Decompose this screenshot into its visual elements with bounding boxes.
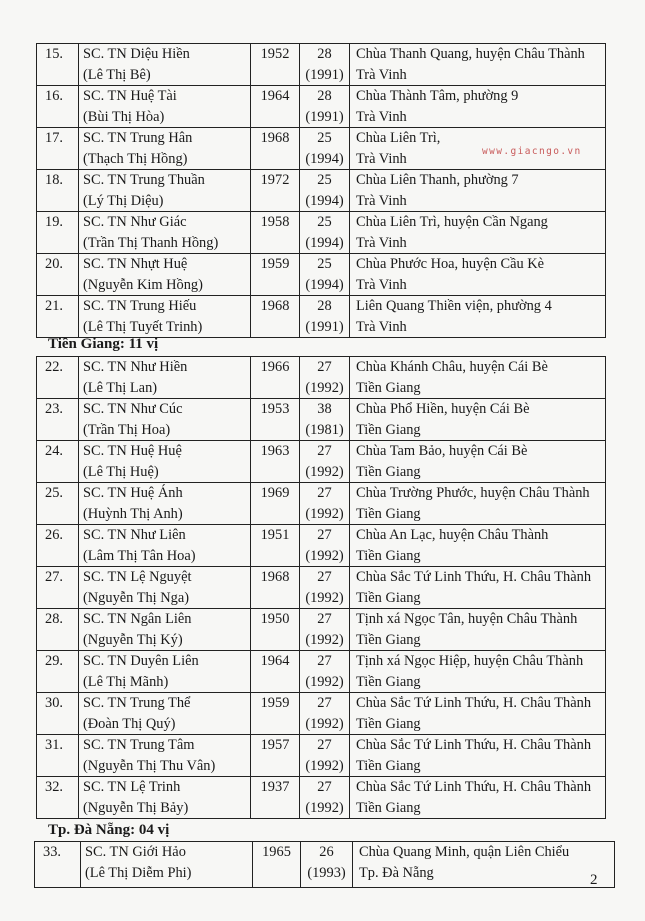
place-line-1: Chùa Phổ Hiền, huyện Cái Bè	[356, 401, 530, 417]
place-line-2: Trà Vinh	[356, 150, 407, 167]
row-number-cell	[37, 735, 79, 777]
row-number: 16.	[45, 88, 63, 104]
place-line-1: Chùa Thành Tâm, phường 9	[356, 88, 519, 104]
ordination-age: 28	[317, 298, 332, 314]
birth-year-cell	[251, 212, 300, 254]
ordination-age: 28	[317, 46, 332, 62]
row-number: 30.	[45, 695, 63, 711]
age-cell	[300, 651, 350, 693]
place-line-1: Chùa Phước Hoa, huyện Cầu Kè	[356, 256, 545, 272]
ordination-year: (1994)	[305, 150, 344, 167]
section-heading-da-nang: Tp. Đà Nẵng: 04 vị	[48, 822, 170, 838]
place-cell	[350, 651, 606, 693]
birth-year: 1972	[260, 172, 290, 188]
table-row	[37, 212, 606, 254]
lay-name: (Thạch Thị Hồng)	[83, 150, 188, 167]
birth-year-cell	[251, 441, 300, 483]
lay-name: (Lê Thị Mãnh)	[83, 673, 169, 690]
birth-year-cell	[251, 651, 300, 693]
birth-year-cell	[251, 86, 300, 128]
place-line-2: Tiền Giang	[356, 421, 421, 438]
name-cell	[79, 777, 251, 819]
birth-year: 1968	[260, 569, 290, 585]
age-cell	[300, 483, 350, 525]
table-da-nang	[34, 841, 615, 888]
table-tien-giang	[36, 356, 606, 819]
row-number-cell	[37, 609, 79, 651]
row-number-cell	[37, 357, 79, 399]
age-cell	[300, 735, 350, 777]
birth-year: 1950	[260, 611, 290, 627]
ordination-age: 27	[317, 359, 332, 375]
place-cell	[350, 567, 606, 609]
row-number-cell	[37, 441, 79, 483]
place-cell	[350, 212, 606, 254]
dharma-name: SC. TN Huệ Tài	[83, 88, 177, 104]
row-number: 23.	[45, 401, 63, 417]
place-line-2: Tiền Giang	[356, 463, 421, 480]
row-number-cell	[37, 170, 79, 212]
birth-year: 1952	[260, 46, 290, 62]
birth-year-cell	[251, 399, 300, 441]
dharma-name: SC. TN Ngân Liên	[83, 611, 192, 627]
place-line-2: Tiền Giang	[356, 379, 421, 396]
name-cell	[79, 441, 251, 483]
birth-year-cell	[251, 483, 300, 525]
place-line-1: Chùa Quang Minh, quận Liên Chiểu	[359, 844, 570, 860]
place-line-1: Liên Quang Thiền viện, phường 4	[356, 298, 552, 314]
row-number: 15.	[45, 46, 63, 62]
birth-year-cell	[251, 609, 300, 651]
birth-year: 1964	[260, 88, 290, 104]
dharma-name: SC. TN Huệ Ánh	[83, 485, 183, 501]
name-cell	[79, 651, 251, 693]
ordination-year: (1991)	[305, 66, 344, 83]
row-number: 33.	[43, 844, 61, 860]
lay-name: (Trần Thị Thanh Hồng)	[83, 234, 219, 251]
ordination-age: 27	[317, 569, 332, 585]
row-number: 28.	[45, 611, 63, 627]
name-cell	[79, 212, 251, 254]
table-row	[37, 525, 606, 567]
ordination-year: (1992)	[305, 505, 344, 522]
row-number-cell	[37, 651, 79, 693]
row-number-cell	[37, 399, 79, 441]
place-cell	[350, 483, 606, 525]
age-cell	[300, 399, 350, 441]
ordination-year: (1992)	[305, 799, 344, 816]
ordination-age: 27	[317, 443, 332, 459]
lay-name: (Nguyễn Thị Nga)	[83, 589, 190, 606]
row-number: 32.	[45, 779, 63, 795]
place-line-1: Chùa Sắc Tứ Linh Thứu, H. Châu Thành	[356, 695, 592, 711]
lay-name: (Nguyễn Thị Bảy)	[83, 799, 189, 816]
place-line-1: Chùa An Lạc, huyện Châu Thành	[356, 527, 549, 543]
dharma-name: SC. TN Trung Thuần	[83, 172, 205, 188]
place-line-1: Tịnh xá Ngọc Hiệp, huyện Châu Thành	[356, 653, 584, 669]
watermark: www.giacngo.vn	[482, 146, 582, 157]
lay-name: (Lê Thị Bê)	[83, 66, 151, 83]
birth-year: 1963	[260, 443, 290, 459]
table-row	[37, 44, 606, 86]
birth-year: 1968	[260, 298, 290, 314]
row-number-cell	[37, 254, 79, 296]
lay-name: (Đoàn Thị Quý)	[83, 715, 176, 732]
name-cell	[79, 357, 251, 399]
ordination-age: 27	[317, 737, 332, 753]
name-cell	[79, 254, 251, 296]
birth-year: 1937	[260, 779, 290, 795]
ordination-year: (1992)	[305, 463, 344, 480]
ordination-year: (1994)	[305, 234, 344, 251]
birth-year: 1966	[260, 359, 290, 375]
age-cell	[300, 296, 350, 338]
birth-year: 1957	[260, 737, 290, 753]
birth-year: 1965	[262, 844, 291, 860]
row-number-cell	[37, 86, 79, 128]
section-heading-tien-giang: Tiền Giang: 11 vị	[48, 336, 159, 352]
dharma-name: SC. TN Diệu Hiền	[83, 46, 190, 62]
table-row	[37, 254, 606, 296]
age-cell	[300, 357, 350, 399]
place-cell	[350, 357, 606, 399]
place-line-2: Tiền Giang	[356, 505, 421, 522]
table-tra-vinh	[36, 43, 606, 338]
age-cell	[300, 693, 350, 735]
page-number: 2	[590, 872, 598, 888]
birth-year: 1958	[260, 214, 290, 230]
lay-name: (Nguyễn Kim Hồng)	[83, 276, 203, 293]
ordination-age: 27	[317, 611, 332, 627]
table-row	[37, 567, 606, 609]
dharma-name: SC. TN Trung Thể	[83, 695, 191, 711]
place-line-1: Tịnh xá Ngọc Tân, huyện Châu Thành	[356, 611, 578, 627]
lay-name: (Lê Thị Huệ)	[83, 463, 159, 480]
ordination-age: 27	[317, 527, 332, 543]
row-number-cell	[37, 483, 79, 525]
age-cell	[300, 777, 350, 819]
ordination-year: (1991)	[305, 108, 344, 125]
ordination-year: (1981)	[305, 421, 344, 438]
ordination-year: (1992)	[305, 757, 344, 774]
row-number-cell	[37, 693, 79, 735]
dharma-name: SC. TN Như Giác	[83, 214, 187, 230]
dharma-name: SC. TN Lệ Nguyệt	[83, 569, 192, 585]
place-line-2: Tiền Giang	[356, 715, 421, 732]
place-line-1: Chùa Khánh Châu, huyện Cái Bè	[356, 359, 548, 375]
ordination-age: 25	[317, 172, 332, 188]
place-line-2: Tiền Giang	[356, 673, 421, 690]
table-row	[37, 296, 606, 338]
name-cell	[79, 609, 251, 651]
row-number-cell	[37, 567, 79, 609]
place-line-2: Tiền Giang	[356, 757, 421, 774]
age-cell	[300, 212, 350, 254]
row-number: 18.	[45, 172, 63, 188]
name-cell	[79, 296, 251, 338]
name-cell	[79, 693, 251, 735]
ordination-year: (1992)	[305, 673, 344, 690]
row-number-cell	[37, 777, 79, 819]
name-cell	[79, 735, 251, 777]
age-cell	[300, 567, 350, 609]
row-number-cell	[37, 44, 79, 86]
table-row	[37, 483, 606, 525]
ordination-year: (1994)	[305, 276, 344, 293]
age-cell	[300, 44, 350, 86]
table-row	[37, 693, 606, 735]
row-number: 25.	[45, 485, 63, 501]
row-number: 17.	[45, 130, 63, 146]
place-line-2: Tp. Đà Nẵng	[359, 864, 434, 881]
birth-year-cell	[251, 357, 300, 399]
age-cell	[300, 609, 350, 651]
birth-year-cell	[251, 735, 300, 777]
table-row	[37, 609, 606, 651]
birth-year: 1951	[260, 527, 290, 543]
ordination-year: (1992)	[305, 715, 344, 732]
place-line-2: Trà Vinh	[356, 108, 407, 125]
dharma-name: SC. TN Lệ Trinh	[83, 779, 181, 795]
birth-year-cell	[251, 567, 300, 609]
ordination-year: (1991)	[305, 318, 344, 335]
place-line-2: Tiền Giang	[356, 799, 421, 816]
place-line-2: Tiền Giang	[356, 547, 421, 564]
lay-name: (Trần Thị Hoa)	[83, 421, 171, 438]
birth-year-cell	[251, 693, 300, 735]
place-cell	[350, 399, 606, 441]
age-cell	[300, 525, 350, 567]
table-row	[37, 86, 606, 128]
age-cell	[300, 170, 350, 212]
row-number-cell	[37, 212, 79, 254]
place-line-1: Chùa Sắc Tứ Linh Thứu, H. Châu Thành	[356, 737, 592, 753]
ordination-age: 25	[317, 130, 332, 146]
birth-year-cell	[251, 170, 300, 212]
row-number: 24.	[45, 443, 63, 459]
birth-year-cell	[251, 525, 300, 567]
lay-name: (Lê Thị Diễm Phi)	[85, 864, 192, 881]
place-line-2: Trà Vinh	[356, 276, 407, 293]
place-cell	[350, 735, 606, 777]
row-number: 29.	[45, 653, 63, 669]
ordination-year: (1992)	[305, 631, 344, 648]
place-line-1: Chùa Liên Thanh, phường 7	[356, 172, 519, 188]
ordination-age: 26	[319, 844, 334, 860]
place-line-2: Trà Vinh	[356, 234, 407, 251]
dharma-name: SC. TN Như Hiền	[83, 359, 188, 375]
age-cell	[300, 128, 350, 170]
ordination-age: 38	[317, 401, 332, 417]
ordination-age: 25	[317, 256, 332, 272]
table-row	[37, 735, 606, 777]
dharma-name: SC. TN Như Cúc	[83, 401, 183, 417]
name-cell	[79, 525, 251, 567]
birth-year-cell	[251, 44, 300, 86]
dharma-name: SC. TN Như Liên	[83, 527, 186, 543]
ordination-year: (1992)	[305, 589, 344, 606]
row-number-cell	[37, 128, 79, 170]
dharma-name: SC. TN Duyên Liên	[83, 653, 199, 669]
row-number: 21.	[45, 298, 63, 314]
row-number: 26.	[45, 527, 63, 543]
lay-name: (Lý Thị Diệu)	[83, 192, 164, 209]
table-row	[37, 170, 606, 212]
ordination-year: (1992)	[305, 547, 344, 564]
birth-year: 1959	[260, 695, 290, 711]
ordination-year: (1993)	[307, 864, 346, 881]
place-line-2: Tiền Giang	[356, 589, 421, 606]
age-cell	[301, 842, 353, 888]
place-cell	[350, 441, 606, 483]
birth-year: 1953	[260, 401, 290, 417]
dharma-name: SC. TN Nhựt Huệ	[83, 256, 188, 272]
dharma-name: SC. TN Trung Tâm	[83, 737, 195, 753]
name-cell	[79, 567, 251, 609]
birth-year: 1969	[260, 485, 290, 501]
lay-name: (Lâm Thị Tân Hoa)	[83, 547, 196, 564]
age-cell	[300, 86, 350, 128]
row-number: 20.	[45, 256, 63, 272]
dharma-name: SC. TN Trung Hân	[83, 130, 193, 146]
table-row	[35, 842, 615, 888]
ordination-age: 27	[317, 695, 332, 711]
row-number-cell	[35, 842, 81, 888]
name-cell	[79, 170, 251, 212]
name-cell	[79, 128, 251, 170]
ordination-year: (1994)	[305, 192, 344, 209]
place-cell	[350, 86, 606, 128]
lay-name: (Nguyễn Thị Ký)	[83, 631, 183, 648]
place-line-2: Trà Vinh	[356, 192, 407, 209]
ordination-age: 27	[317, 779, 332, 795]
place-cell	[350, 525, 606, 567]
birth-year-cell	[251, 296, 300, 338]
birth-year-cell	[253, 842, 301, 888]
name-cell	[79, 483, 251, 525]
table-row	[37, 441, 606, 483]
place-line-1: Chùa Liên Trì, huyện Cần Ngang	[356, 214, 548, 230]
place-line-1: Chùa Liên Trì,	[356, 130, 441, 146]
birth-year: 1968	[260, 130, 290, 146]
row-number: 19.	[45, 214, 63, 230]
lay-name: (Lê Thị Lan)	[83, 379, 158, 396]
place-line-1: Chùa Sắc Tứ Linh Thứu, H. Châu Thành	[356, 569, 592, 585]
lay-name: (Huỳnh Thị Anh)	[83, 505, 183, 522]
name-cell	[79, 86, 251, 128]
ordination-age: 25	[317, 214, 332, 230]
place-cell	[350, 296, 606, 338]
table-row	[37, 777, 606, 819]
birth-year: 1959	[260, 256, 290, 272]
place-line-1: Chùa Thanh Quang, huyện Châu Thành	[356, 46, 585, 62]
place-cell	[350, 609, 606, 651]
place-cell	[350, 777, 606, 819]
birth-year: 1964	[260, 653, 290, 669]
name-cell	[81, 842, 253, 888]
birth-year-cell	[251, 128, 300, 170]
row-number-cell	[37, 525, 79, 567]
place-line-2: Tiền Giang	[356, 631, 421, 648]
birth-year-cell	[251, 777, 300, 819]
place-cell	[350, 170, 606, 212]
place-cell	[350, 254, 606, 296]
place-line-1: Chùa Tam Bảo, huyện Cái Bè	[356, 443, 528, 459]
name-cell	[79, 44, 251, 86]
place-cell	[350, 693, 606, 735]
row-number: 31.	[45, 737, 63, 753]
lay-name: (Bùi Thị Hòa)	[83, 108, 165, 125]
name-cell	[79, 399, 251, 441]
table-row	[37, 399, 606, 441]
table-row	[37, 651, 606, 693]
age-cell	[300, 441, 350, 483]
place-line-1: Chùa Sắc Tứ Linh Thứu, H. Châu Thành	[356, 779, 592, 795]
place-line-2: Trà Vinh	[356, 66, 407, 83]
place-line-1: Chùa Trường Phước, huyện Châu Thành	[356, 485, 590, 501]
place-cell	[353, 842, 615, 888]
ordination-age: 28	[317, 88, 332, 104]
dharma-name: SC. TN Huệ Huệ	[83, 443, 182, 459]
row-number: 27.	[45, 569, 63, 585]
place-line-2: Trà Vinh	[356, 318, 407, 335]
lay-name: (Nguyễn Thị Thu Vân)	[83, 757, 216, 774]
dharma-name: SC. TN Trung Hiếu	[83, 298, 197, 314]
birth-year-cell	[251, 254, 300, 296]
age-cell	[300, 254, 350, 296]
ordination-age: 27	[317, 653, 332, 669]
lay-name: (Lê Thị Tuyết Trinh)	[83, 318, 203, 335]
dharma-name: SC. TN Giới Hảo	[85, 844, 186, 860]
place-cell	[350, 44, 606, 86]
ordination-year: (1992)	[305, 379, 344, 396]
row-number-cell	[37, 296, 79, 338]
table-row	[37, 357, 606, 399]
row-number: 22.	[45, 359, 63, 375]
ordination-age: 27	[317, 485, 332, 501]
